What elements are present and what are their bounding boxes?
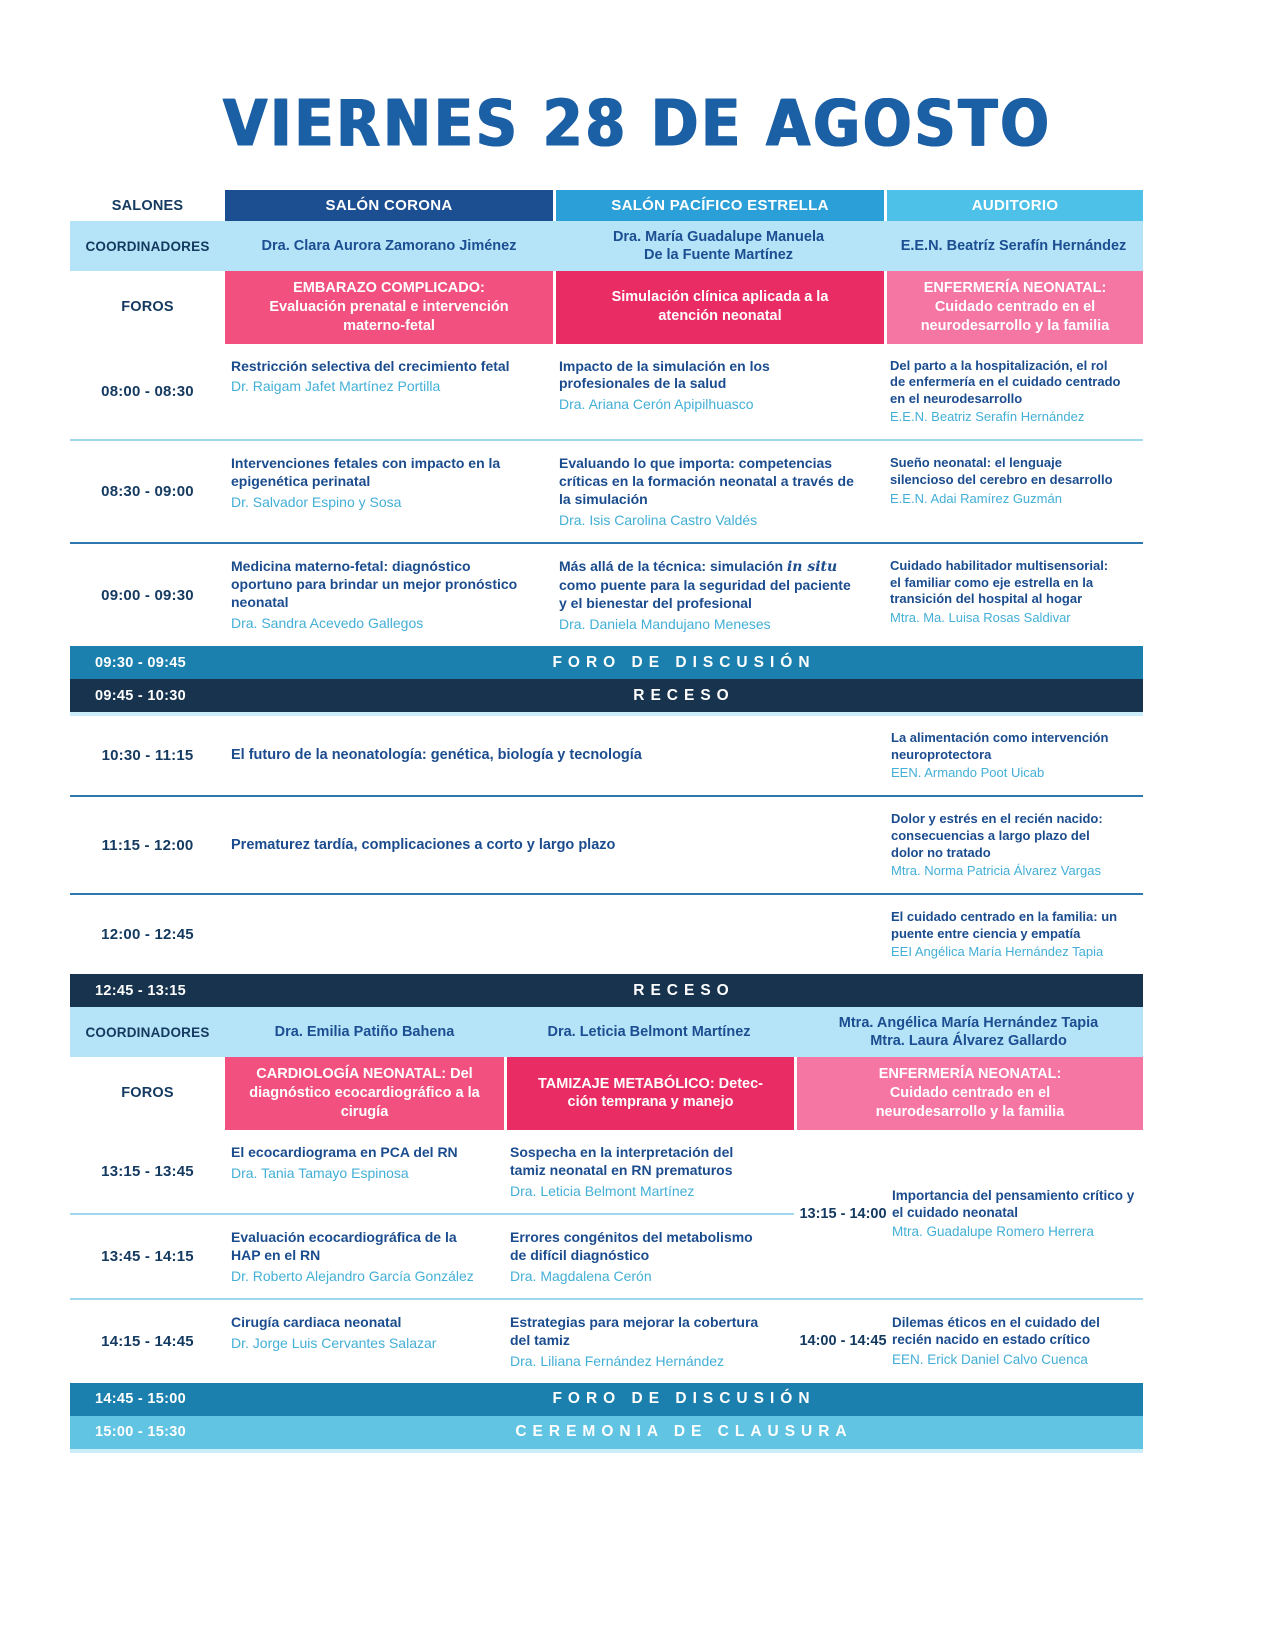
forum-line: neurodesarrollo y la familia (920, 317, 1110, 334)
forum-cardiologia-neonatal (225, 1057, 504, 1130)
session-cell (553, 344, 884, 440)
ceremonia-clausura-bar (70, 1416, 1143, 1453)
forum-line: Cuidado centrado en el (889, 1085, 1051, 1101)
session-title: Medicina materno-fetal: diagnóstico oportuno para brindar un mejor pronóstico neonatal (231, 558, 518, 611)
plenary-title (225, 895, 885, 974)
session-title: Impacto de la simulación en los profesionales de la salud (559, 357, 770, 392)
bar-label: CEREMONIA DE CLAUSURA (515, 1423, 853, 1441)
session-title: La alimentación como intervención neuroprotectora (891, 730, 1109, 762)
bar-time: 15:00 - 15:30 (95, 1424, 186, 1441)
bar-label: RECESO (633, 981, 735, 999)
forum-line: cirugía (340, 1103, 389, 1120)
forum-line: neurodesarrollo y la familia (875, 1103, 1065, 1120)
time-slot: 10:30 - 11:15 (101, 747, 194, 765)
session-speaker: Dr. Jorge Luis Cervantes Salazar (231, 1334, 437, 1351)
session-title: Cuidado habilitador multisensorial: el familiar como eje estrella en la transición del hospital al hogar (890, 558, 1109, 607)
session-cell (884, 441, 1143, 542)
session-speaker: Dra. Daniela Mandujano Meneses (559, 615, 771, 632)
bar-label: RECESO (633, 686, 735, 704)
forum-tamizaje-metabolico (504, 1057, 794, 1130)
session-cell (553, 544, 884, 646)
session-speaker: Dra. Sandra Acevedo Gallegos (231, 614, 424, 631)
session-row-wide (70, 716, 1143, 797)
session-cell (553, 441, 884, 542)
session-speaker: Mtra. Ma. Luisa Rosas Saldivar (890, 610, 1071, 626)
session-text (892, 1187, 1135, 1241)
coordinator-pacifico (553, 221, 884, 271)
session-title: Del parto a la hospitalización, el rol de enfermería en el cuidado centrado en el neurodesarrollo (890, 357, 1121, 406)
foro-discusion-bar (70, 646, 1143, 679)
session-row-wide (70, 797, 1143, 895)
session-cell (504, 1300, 794, 1383)
afternoon-sessions (70, 1130, 1143, 1383)
time-slot: 08:30 - 09:00 (101, 483, 194, 501)
forums-row-morning (70, 271, 1143, 344)
forum-line: ción temprana y manejo (567, 1094, 734, 1111)
session-title: Sueño neonatal: el lenguaje silencioso del cerebro en desarrollo (890, 455, 1113, 487)
session-title: Cirugía cardiaca neonatal (231, 1313, 402, 1330)
session-speaker: Dra. Leticia Belmont Martínez (510, 1182, 695, 1199)
session-speaker: EEN. Armando Poot Uicab (891, 765, 1045, 781)
session-title-italic: in situ (786, 559, 838, 576)
column-header-auditorio: AUDITORIO (884, 190, 1143, 221)
session-title: Errores congénitos del metabolismo de difícil diagnóstico (510, 1228, 753, 1263)
session-cell (884, 344, 1143, 440)
session-cell (225, 1130, 504, 1215)
coordinator-pacifico: Dra. Leticia Belmont Martínez (547, 1024, 751, 1041)
session-title (559, 558, 862, 613)
session-speaker: Dra. Isis Carolina Castro Valdés (559, 512, 758, 529)
time-slot: 13:45 - 14:15 (70, 1215, 225, 1300)
foro-discusion-bar (70, 1383, 1143, 1416)
session-speaker: Dra. Tania Tamayo Espinosa (231, 1164, 409, 1181)
session-cell-merged (794, 1130, 1143, 1300)
session-row (70, 544, 1143, 646)
column-header-salon-pacifico-estrella: SALÓN PACÍFICO ESTRELLA (553, 190, 884, 221)
session-title: Dilemas éticos en el cuidado del recién nacido en estado crítico (892, 1315, 1100, 1348)
receso-bar (70, 974, 1143, 1007)
session-speaker: EEI Angélica María Hernández Tapia (891, 944, 1104, 960)
session-row (70, 344, 1143, 442)
plenary-title: Prematurez tardía, complicaciones a corto y largo plazo (231, 836, 616, 853)
session-speaker: E.E.N. Adai Ramírez Guzmán (890, 490, 1062, 506)
session-title: Importancia del pensamiento crítico y el cuidado neonatal (892, 1187, 1135, 1220)
bar-label: FORO DE DISCUSIÓN (552, 653, 816, 671)
coordinator-line: Mtra. Laura Álvarez Gallardo (870, 1033, 1067, 1050)
session-speaker: Mtra. Norma Patricia Álvarez Vargas (891, 863, 1101, 879)
session-cell (225, 344, 553, 440)
bar-time: 14:45 - 15:00 (95, 1391, 186, 1408)
session-cell (225, 544, 553, 646)
foros-label: FOROS (70, 271, 225, 344)
column-header-salon-corona: SALÓN CORONA (225, 190, 553, 221)
session-text (892, 1314, 1135, 1368)
time-slot: 11:15 - 12:00 (101, 836, 194, 854)
forum-line: TAMIZAJE METABÓLICO: Detec- (537, 1075, 764, 1092)
forum-line: materno-fetal (343, 317, 435, 334)
time-slot: 14:15 - 14:45 (101, 1332, 194, 1350)
session-speaker: Mtra. Guadalupe Romero Herrera (892, 1224, 1094, 1240)
plenary-title: El futuro de la neonatología: genética, biología y tecnología (231, 747, 642, 764)
session-speaker: Dr. Salvador Espino y Sosa (231, 494, 402, 511)
session-title-part: Más allá de la técnica: simulación (559, 558, 787, 575)
foros-label: FOROS (70, 1057, 225, 1130)
session-cell (884, 544, 1143, 646)
time-slot: 12:00 - 12:45 (101, 926, 194, 944)
salones-label: SALONES (111, 197, 184, 214)
session-title: Estrategias para mejorar la cobertura del tamiz (510, 1313, 759, 1348)
session-title: Evaluación ecocardiográfica de la HAP en el RN (231, 1228, 457, 1263)
time-slot: 14:00 - 14:45 (799, 1333, 887, 1350)
coordinator-line: Mtra. Angélica María Hernández Tapia (838, 1015, 1099, 1032)
forum-line: EMBARAZO COMPLICADO: (293, 280, 485, 296)
forum-line: ENFERMERÍA NEONATAL: (878, 1066, 1062, 1083)
session-speaker: Dra. Ariana Cerón Apipilhuasco (559, 396, 754, 413)
session-title: Evaluando lo que importa: competencias críticas en la formación neonatal a través de la simulación (559, 455, 854, 508)
schedule-table (70, 190, 1143, 1453)
forum-embarazo-complicado (225, 271, 553, 344)
session-cell (225, 441, 553, 542)
time-slot: 13:15 - 13:45 (70, 1130, 225, 1215)
forum-enfermeria-neonatal (884, 271, 1143, 344)
bar-time: 12:45 - 13:15 (95, 982, 186, 999)
time-slot: 08:00 - 08:30 (101, 382, 194, 400)
session-speaker: Dr. Raigam Jafet Martínez Portilla (231, 378, 441, 395)
session-speaker: Dr. Roberto Alejandro García González (231, 1267, 474, 1284)
session-cell (885, 895, 1143, 974)
coordinator-line: Dra. María Guadalupe Manuela (612, 228, 825, 245)
session-title: Sospecha en la interpretación del tamiz neonatal en RN prematuros (510, 1143, 734, 1178)
session-cell (794, 1300, 1143, 1383)
time-slot: 13:15 - 14:00 (799, 1205, 887, 1222)
session-cell (225, 1215, 504, 1300)
coordinators-row-afternoon (70, 1007, 1143, 1057)
coordinator-auditorio: E.E.N. Beatríz Serafín Hernández (900, 237, 1127, 254)
bar-label: FORO DE DISCUSIÓN (552, 1390, 816, 1408)
session-row-wide (70, 895, 1143, 974)
forum-line: Evaluación prenatal e intervención (269, 298, 509, 315)
coordinator-corona: Dra. Clara Aurora Zamorano Jiménez (261, 237, 517, 254)
coordinadores-label: COORDINADORES (85, 1024, 210, 1040)
session-title-part: como puente para la seguridad del paciente y el bienestar del profesional (559, 577, 851, 612)
coordinator-auditorio (794, 1007, 1143, 1057)
session-title: Dolor y estrés en el recién nacido: consecuencias a largo plazo del dolor no tratado (891, 811, 1103, 860)
session-speaker: E.E.N. Beatriz Serafín Hernández (890, 409, 1085, 425)
session-title: Restricción selectiva del crecimiento fetal (231, 357, 510, 374)
coordinators-row-morning (70, 221, 1143, 271)
session-title: El ecocardiograma en PCA del RN (231, 1143, 458, 1160)
session-speaker: EEN. Erick Daniel Calvo Cuenca (892, 1351, 1088, 1367)
forum-line: CARDIOLOGÍA NEONATAL: Del (256, 1066, 473, 1083)
forum-line: ENFERMERÍA NEONATAL: (923, 280, 1107, 296)
session-cell (885, 716, 1143, 795)
session-cell (225, 1300, 504, 1383)
session-title: El cuidado centrado en la familia: un puente entre ciencia y empatía (891, 909, 1118, 941)
coordinator-corona: Dra. Emilia Patiño Bahena (274, 1024, 455, 1041)
session-cell (504, 1130, 794, 1215)
forum-line: Cuidado centrado en el (934, 298, 1096, 315)
column-header-row (70, 190, 1143, 221)
time-slot: 09:00 - 09:30 (101, 586, 194, 604)
session-title: Intervenciones fetales con impacto en la epigenética perinatal (231, 455, 501, 490)
bar-time: 09:30 - 09:45 (95, 654, 186, 671)
session-cell (885, 797, 1143, 893)
session-row (70, 441, 1143, 544)
session-cell (504, 1215, 794, 1300)
coordinator-line: De la Fuente Martínez (643, 247, 794, 263)
page-title: VIERNES 28 DE AGOSTO (223, 87, 1052, 162)
forums-row-afternoon (70, 1057, 1143, 1130)
forum-simulacion-clinica (553, 271, 884, 344)
bar-time: 09:45 - 10:30 (95, 687, 186, 704)
coordinadores-label: COORDINADORES (85, 238, 210, 254)
forum-enfermeria-neonatal (794, 1057, 1143, 1130)
forum-line: atención neonatal (658, 308, 782, 325)
session-speaker: Dra. Magdalena Cerón (510, 1267, 652, 1284)
forum-line: Simulación clínica aplicada a la (611, 289, 829, 306)
receso-bar (70, 679, 1143, 716)
session-speaker: Dra. Liliana Fernández Hernández (510, 1352, 725, 1369)
forum-line: diagnóstico ecocardiográfico a la (249, 1085, 480, 1101)
